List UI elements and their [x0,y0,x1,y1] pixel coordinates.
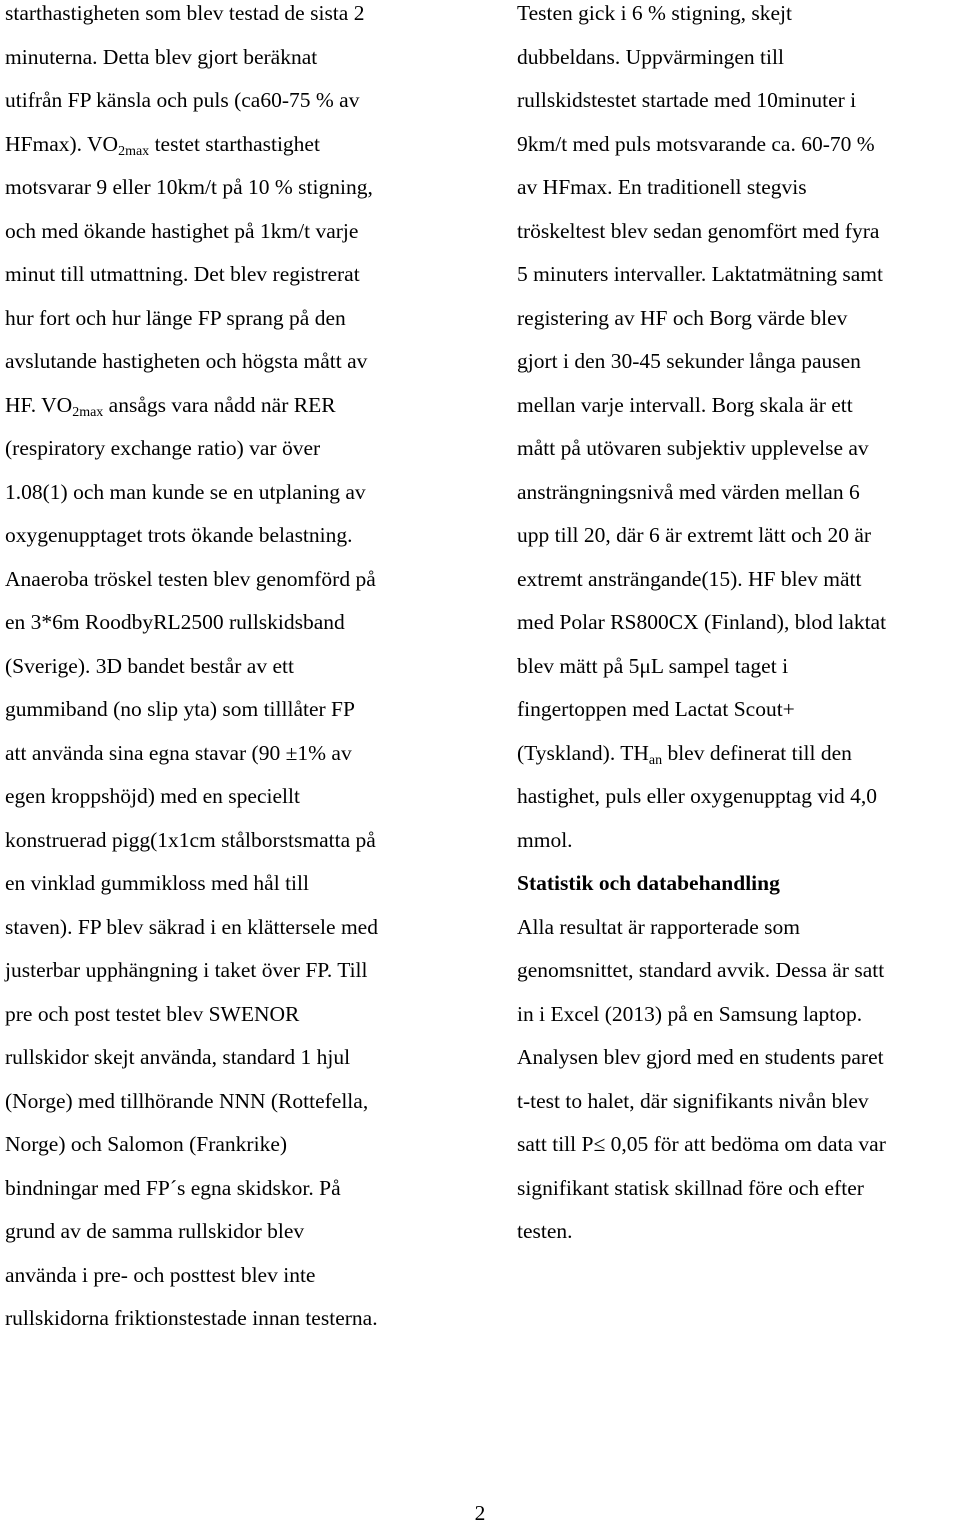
text-line [517,1175,864,1201]
text-segment: pre och post testet blev SWENOR [5,1001,300,1026]
text-line [517,783,877,809]
text-line [517,131,875,157]
text-segment: signifikant statisk skillnad före och efter [517,1175,864,1200]
text-segment: utifrån FP känsla och puls (ca60-75 % av [5,88,360,112]
text-line [517,0,792,26]
text-line [5,827,376,853]
text-line [5,1131,287,1157]
text-segment: 1.08(1) och man kunde se en utplaning av [5,479,366,504]
text-line [5,783,300,809]
text-segment: HF. VO [5,392,73,417]
text-line [5,1218,304,1244]
text-line [517,653,788,679]
text-line [517,1001,862,1027]
text-line [5,131,320,157]
text-line [5,609,345,635]
text-line [5,1305,378,1331]
text-line [517,218,879,244]
text-segment: Analysen blev gjord med en students paret [517,1045,884,1069]
text-segment: egen kroppshöjd) med en speciellt [5,784,300,808]
text-line [517,435,869,461]
text-segment: gummiband (no slip yta) som tilllåter FP [5,697,355,721]
text-segment: grund av de samma rullskidor blev [5,1219,305,1243]
text-line [5,1175,341,1201]
text-segment: mellan varje intervall. Borg skala är ett [517,392,853,417]
text-segment: genomsnittet, standard avvik. Dessa är satt [517,958,885,982]
text-segment: Norge) och Salomon (Frankrike) [5,1132,288,1156]
text-line [517,1088,869,1114]
text-line [517,392,853,418]
text-segment: registering av HF och Borg värde blev [517,305,848,330]
text-line [5,305,346,331]
text-segment: minuterna. Detta blev gjort beräknat [5,44,318,69]
text-line [517,696,795,722]
text-line [517,305,847,331]
text-segment: avslutande hastigheten och högsta mått av [5,349,368,373]
text-line [5,435,320,461]
text-segment: fingertoppen med Lactat Scout+ [517,697,795,721]
text-segment: minut till utmattning. Det blev registrerat [5,262,360,286]
text-line [5,870,309,896]
text-segment: HFmax). VO [5,131,119,156]
text-segment: justerbar upphängning i taket över FP. Till [5,958,368,982]
text-line [517,827,573,853]
text-segment: mått på utövaren subjektiv upplevelse av [517,436,869,460]
section-heading [517,870,780,896]
text-line [5,479,366,505]
text-line [517,44,784,70]
text-line [5,44,317,70]
text-line [5,218,358,244]
text-line [517,1044,884,1070]
text-line [5,740,352,766]
text-segment: 9km/t med puls motsvarande ca. 60-70 % [517,131,875,156]
subscript-text: 2max [118,143,150,159]
text-line [5,1088,368,1114]
text-segment: en vinklad gummikloss med hål till [5,871,309,895]
text-segment: Alla resultat är rapporterade som [517,914,800,939]
text-segment: motsvarar 9 eller 10km/t på 10 % stigning, [5,175,373,199]
text-line [517,348,861,374]
text-line [5,914,378,940]
text-line [5,957,368,983]
text-segment: in i Excel (2013) på en Samsung laptop. [517,1001,863,1026]
text-segment: testet starthastighet [149,131,320,156]
text-line [517,914,800,940]
text-line [5,522,353,548]
text-segment: staven). FP blev säkrad i en klättersele med [5,914,378,939]
text-line [5,696,355,722]
text-line [517,522,871,548]
text-segment: en 3*6m RoodbyRL2500 rullskidsband [5,610,345,634]
text-line [517,566,862,592]
text-segment: använda i pre- och posttest blev inte [5,1262,316,1287]
text-segment: Anaeroba tröskel testen blev genomförd på [5,566,376,591]
text-segment: bindningar med FP´s egna skidskor. På [5,1175,341,1200]
text-segment: (Norge) med tillhörande NNN (Rottefella, [5,1088,369,1113]
page-number: 2 [474,1501,486,1525]
text-segment: testen. [517,1219,573,1243]
text-segment: ansågs vara nådd när RER [103,392,336,417]
text-segment: mmol. [517,827,573,852]
text-line [517,479,860,505]
text-segment: satt till P≤ 0,05 för att bedöma om data var [517,1132,886,1156]
text-segment: dubbeldans. Uppvärmingen till [517,44,784,69]
subscript-text: an [648,752,663,768]
text-segment: blev mätt på 5μL sampel taget i [517,653,789,678]
text-segment: konstruerad pigg(1x1cm stålborstsmatta på [5,827,376,852]
text-segment: blev definerat till den [662,740,852,765]
text-line [5,566,376,592]
text-segment: ansträngningsnivå med värden mellan 6 [517,479,860,504]
text-line [5,653,294,679]
text-line [5,87,359,113]
text-segment: starthastigheten som blev testad de sista 2 [5,1,365,25]
text-segment: rullskidorna friktionstestade innan testerna. [5,1306,378,1330]
text-line [517,740,852,766]
text-segment: (Tyskland). TH [517,740,649,765]
text-segment: tröskeltest blev sedan genomfört med fyra [517,218,880,243]
text-segment: extremt ansträngande(15). HF blev mätt [517,566,862,591]
text-segment: med Polar RS800CX (Finland), blod laktat [517,610,887,634]
text-line [517,957,884,983]
text-line [5,1001,299,1027]
text-line [5,261,360,287]
text-segment: hastighet, puls eller oxygenupptag vid 4,0 [517,784,878,808]
text-line [517,1218,573,1244]
text-line [517,87,856,113]
text-segment: rullskidor skejt använda, standard 1 hjul [5,1045,351,1069]
text-segment: hur fort och hur länge FP sprang på den [5,305,346,330]
text-line [5,1262,315,1288]
text-line [517,609,886,635]
text-segment: t-test to halet, där signifikants nivån blev [517,1088,869,1113]
text-line [517,174,807,200]
text-line [5,0,364,26]
text-line [5,392,336,418]
text-line [5,174,373,200]
text-segment: Testen gick i 6 % stigning, skejt [517,1,792,25]
text-segment: att använda sina egna stavar (90 ±1% av [5,740,352,765]
text-segment: rullskidstestet startade med 10minuter i [517,88,857,112]
text-segment: upp till 20, där 6 är extremt lätt och 20 är [517,523,872,547]
text-line [517,261,883,287]
text-line [5,348,367,374]
text-segment: (respiratory exchange ratio) var över [5,436,321,460]
text-line [517,1131,886,1157]
text-segment: och med ökande hastighet på 1km/t varje [5,218,359,243]
subscript-text: 2max [72,404,104,420]
text-segment: (Sverige). 3D bandet består av ett [5,653,294,678]
text-line [5,1044,350,1070]
text-segment: 5 minuters intervaller. Laktatmätning samt [517,262,884,286]
text-segment: av HFmax. En traditionell stegvis [517,175,807,199]
text-segment: oxygenupptaget trots ökande belastning. [5,523,353,547]
text-segment: gjort i den 30-45 sekunder långa pausen [517,349,861,373]
text-segment: Statistik och databehandling [517,871,780,895]
